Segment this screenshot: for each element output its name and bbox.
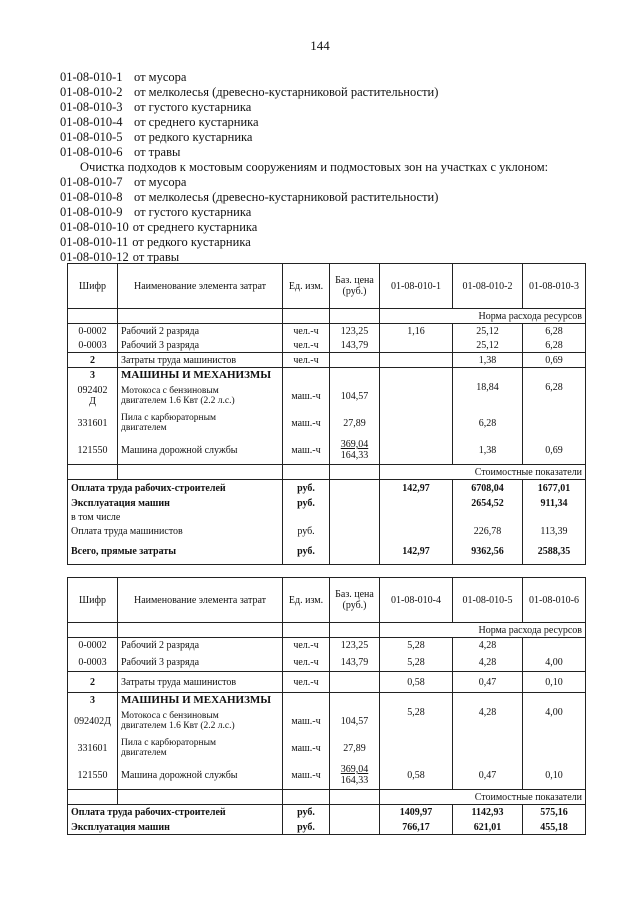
norm-label: Норма расхода ресурсов: [380, 623, 586, 638]
cost-row: [68, 790, 586, 805]
total-row: [68, 480, 586, 497]
total-name: Всего, прямые затраты: [68, 538, 283, 565]
resource-table-2: [67, 577, 586, 835]
total-value: 621,01: [453, 820, 523, 835]
row-value: [380, 353, 453, 368]
total-name: Оплата труда машинистов: [68, 524, 283, 538]
total-name: Оплата труда рабочих-строителей: [68, 480, 283, 497]
code: 01-08-010-1: [60, 70, 123, 84]
row-value: 6,28: [523, 324, 586, 339]
row-value: 5,28: [380, 707, 453, 735]
row-unit: маш.-ч: [283, 436, 330, 465]
total-row: [68, 820, 586, 835]
machines-heading: МАШИНЫ И МЕХАНИЗМЫ: [118, 693, 283, 708]
row-name: Затраты труда машинистов: [118, 353, 283, 368]
row-value: 25,12: [453, 324, 523, 339]
row-code: 2: [68, 353, 118, 368]
total-name: Эксплуатация машин: [68, 820, 283, 835]
code-text: от мусора: [134, 175, 187, 189]
row-value: 0,47: [453, 672, 523, 693]
row-value: 4,00: [523, 653, 586, 672]
price-line: 164,33: [340, 775, 369, 786]
row-name-line: Мотокоса с бензиновым: [121, 386, 219, 396]
code-item: [60, 85, 600, 100]
total-value: 2654,52: [453, 496, 523, 510]
header-col: 01-08-010-5: [453, 578, 523, 623]
row-value: 6,28: [523, 382, 586, 410]
header-row: [68, 578, 586, 623]
code: 01-08-010-4: [60, 115, 123, 129]
row-value: 18,84: [453, 382, 523, 410]
row-value: 6,28: [453, 410, 523, 436]
row-value: 5,28: [380, 653, 453, 672]
row-value: [380, 735, 453, 761]
row-code: 092402Д: [68, 707, 118, 735]
code: 01-08-010-11: [60, 235, 129, 249]
code: 01-08-010-2: [60, 85, 123, 99]
norm-row: [68, 623, 586, 638]
header-unit: Ед. изм.: [283, 578, 330, 623]
total-value: [380, 496, 453, 510]
row-value: 1,16: [380, 324, 453, 339]
header-col: 01-08-010-2: [453, 264, 523, 309]
code-item: [60, 70, 600, 85]
row-price: 104,57: [330, 707, 380, 735]
row-code: 3: [68, 693, 118, 708]
header-col: 01-08-010-3: [523, 264, 586, 309]
row-code-line: Д: [89, 396, 96, 407]
total-value: 6708,04: [453, 480, 523, 497]
code-text: от редкого кустарника: [134, 130, 253, 144]
code-text: от мусора: [134, 70, 187, 84]
total-name: Оплата труда рабочих-строителей: [68, 805, 283, 821]
table-row: [68, 324, 586, 339]
row-value: [380, 410, 453, 436]
row-name: Рабочий 3 разряда: [118, 338, 283, 353]
header-col: 01-08-010-4: [380, 578, 453, 623]
header-col: 01-08-010-1: [380, 264, 453, 309]
total-value: 142,97: [380, 538, 453, 565]
row-unit: маш.-ч: [283, 410, 330, 436]
code-text: от густого кустарника: [134, 100, 252, 114]
row-name-line: двигателем: [121, 423, 167, 433]
cost-row: [68, 465, 586, 480]
code-item: [60, 145, 600, 160]
row-name-line: двигателем 1.6 Квт (2.2 л.с.): [121, 721, 235, 731]
code-text: от густого кустарника: [134, 205, 252, 219]
cost-label: Стоимостные показатели: [380, 790, 586, 805]
row-value: 4,28: [453, 638, 523, 654]
header-price: Баз. цена (руб.): [330, 578, 380, 623]
row-value: [380, 338, 453, 353]
table-row: [68, 410, 586, 436]
code-text: от мелколесья (древесно-кустарниковой растительности): [134, 85, 439, 99]
total-unit: руб.: [283, 496, 330, 510]
total-value: 2588,35: [523, 538, 586, 565]
table-row: [68, 672, 586, 693]
table-row: [68, 707, 586, 735]
total-value: 575,16: [523, 805, 586, 821]
row-code: 0-0003: [68, 653, 118, 672]
row-value: 0,58: [380, 761, 453, 790]
header-col: 01-08-010-6: [523, 578, 586, 623]
table-row: [68, 761, 586, 790]
code-item: [60, 100, 600, 115]
total-unit: руб.: [283, 805, 330, 821]
row-value: 6,28: [523, 338, 586, 353]
row-unit: чел.-ч: [283, 653, 330, 672]
code-item: [60, 130, 600, 145]
total-value: 9362,56: [453, 538, 523, 565]
header-shifr: Шифр: [68, 264, 118, 309]
code: 01-08-010-5: [60, 130, 123, 144]
row-name: Рабочий 2 разряда: [118, 324, 283, 339]
row-code: 331601: [68, 410, 118, 436]
total-row: [68, 524, 586, 538]
code-item: [60, 205, 600, 220]
total-unit: руб.: [283, 524, 330, 538]
row-name: [118, 707, 283, 735]
norm-label: Норма расхода ресурсов: [380, 309, 586, 324]
code-item: [60, 220, 600, 235]
code-text: от среднего кустарника: [132, 220, 258, 234]
total-value: 911,34: [523, 496, 586, 510]
row-value: 25,12: [453, 338, 523, 353]
row-code: 0-0002: [68, 638, 118, 654]
resource-table-1: [67, 263, 586, 565]
total-value: [380, 524, 453, 538]
row-value: 0,69: [523, 436, 586, 465]
row-price: 143,79: [330, 653, 380, 672]
table-row: [68, 638, 586, 654]
table-row: [68, 735, 586, 761]
total-row: [68, 510, 586, 524]
code: 01-08-010-6: [60, 145, 123, 159]
row-name-line: Пила с карбюраторным: [121, 413, 216, 423]
total-unit: руб.: [283, 538, 330, 565]
table-row: [68, 338, 586, 353]
code: 01-08-010-12: [60, 250, 129, 264]
header-name: Наименование элемента затрат: [118, 578, 283, 623]
machines-heading-row: [68, 368, 586, 383]
total-value: 142,97: [380, 480, 453, 497]
row-unit: чел.-ч: [283, 672, 330, 693]
page-number: 144: [310, 38, 330, 53]
total-value: 1142,93: [453, 805, 523, 821]
machines-heading: МАШИНЫ И МЕХАНИЗМЫ: [118, 368, 283, 383]
row-unit: маш.-ч: [283, 761, 330, 790]
header-shifr: Шифр: [68, 578, 118, 623]
row-name-line: двигателем 1.6 Квт (2.2 л.с.): [121, 396, 235, 406]
row-name: Машина дорожной службы: [118, 436, 283, 465]
row-unit: маш.-ч: [283, 707, 330, 735]
row-value: 0,10: [523, 672, 586, 693]
table-row: [68, 353, 586, 368]
row-name: [118, 410, 283, 436]
row-price: 27,89: [330, 735, 380, 761]
row-name: [118, 735, 283, 761]
row-value: 4,00: [523, 707, 586, 735]
total-value: 226,78: [453, 524, 523, 538]
row-value: [523, 735, 586, 761]
row-value: 0,69: [523, 353, 586, 368]
header-row: [68, 264, 586, 309]
row-code: [68, 382, 118, 410]
row-name-line: Пила с карбюраторным: [121, 738, 216, 748]
row-value: 0,58: [380, 672, 453, 693]
row-unit: чел.-ч: [283, 324, 330, 339]
total-value: 766,17: [380, 820, 453, 835]
row-unit: чел.-ч: [283, 338, 330, 353]
row-value: [523, 638, 586, 654]
code-item: [60, 115, 600, 130]
row-value: 0,47: [453, 761, 523, 790]
norm-row: [68, 309, 586, 324]
code: 01-08-010-10: [60, 220, 129, 234]
code-item: [60, 190, 600, 205]
row-price: [330, 761, 380, 790]
row-value: 4,28: [453, 707, 523, 735]
row-price: 123,25: [330, 638, 380, 654]
row-name-line: двигателем: [121, 748, 167, 758]
total-value: 1409,97: [380, 805, 453, 821]
total-row: [68, 805, 586, 821]
header-name: Наименование элемента затрат: [118, 264, 283, 309]
cost-label: Стоимостные показатели: [380, 465, 586, 480]
price-line: 369,04: [340, 439, 369, 450]
table-row: [68, 653, 586, 672]
machines-heading-row: [68, 693, 586, 708]
total-row: [68, 496, 586, 510]
row-value: [380, 382, 453, 410]
total-row: [68, 538, 586, 565]
row-code: 0-0002: [68, 324, 118, 339]
total-unit: руб.: [283, 480, 330, 497]
code-item: [60, 175, 600, 190]
row-name: Затраты труда машинистов: [118, 672, 283, 693]
row-value: 4,28: [453, 653, 523, 672]
row-price: 143,79: [330, 338, 380, 353]
code-text: от редкого кустарника: [132, 235, 251, 249]
row-price: 27,89: [330, 410, 380, 436]
row-value: [523, 410, 586, 436]
row-unit: маш.-ч: [283, 382, 330, 410]
row-code: 3: [68, 368, 118, 383]
row-code-line: 092402: [77, 385, 108, 396]
code-text: от травы: [134, 145, 181, 159]
row-code: 331601: [68, 735, 118, 761]
row-name-line: Мотокоса с бензиновым: [121, 711, 219, 721]
table-row: [68, 436, 586, 465]
total-value: 113,39: [523, 524, 586, 538]
total-name: Эксплуатация машин: [68, 496, 283, 510]
row-code: 121550: [68, 436, 118, 465]
row-value: 5,28: [380, 638, 453, 654]
code-item: [60, 235, 600, 250]
code-list: [60, 70, 600, 265]
row-name: Машина дорожной службы: [118, 761, 283, 790]
row-value: [380, 436, 453, 465]
row-price: 104,57: [330, 382, 380, 410]
code: 01-08-010-3: [60, 100, 123, 114]
header-price: Баз. цена (руб.): [330, 264, 380, 309]
row-value: [453, 735, 523, 761]
total-unit: руб.: [283, 820, 330, 835]
table-row: [68, 382, 586, 410]
total-value: 1677,01: [523, 480, 586, 497]
code-text: от травы: [132, 250, 180, 264]
row-price: 123,25: [330, 324, 380, 339]
row-unit: маш.-ч: [283, 735, 330, 761]
total-name: в том числе: [68, 510, 283, 524]
row-unit: чел.-ч: [283, 353, 330, 368]
row-code: 121550: [68, 761, 118, 790]
row-value: 0,10: [523, 761, 586, 790]
code: 01-08-010-8: [60, 190, 123, 204]
row-value: 1,38: [453, 436, 523, 465]
row-name: [118, 382, 283, 410]
price-line: 369,04: [340, 764, 369, 775]
code-text: от среднего кустарника: [134, 115, 259, 129]
price-line: 164,33: [340, 450, 369, 461]
row-unit: чел.-ч: [283, 638, 330, 654]
row-code: 0-0003: [68, 338, 118, 353]
code: 01-08-010-9: [60, 205, 123, 219]
section-intro: Очистка подходов к мостовым сооружениям и подмостовых зон на участках с уклоном:: [80, 160, 549, 174]
code-text: от мелколесья (древесно-кустарниковой растительности): [134, 190, 439, 204]
row-price: [330, 436, 380, 465]
row-name: Рабочий 2 разряда: [118, 638, 283, 654]
code: 01-08-010-7: [60, 175, 123, 189]
header-unit: Ед. изм.: [283, 264, 330, 309]
total-value: 455,18: [523, 820, 586, 835]
row-name: Рабочий 3 разряда: [118, 653, 283, 672]
row-value: 1,38: [453, 353, 523, 368]
row-code: 2: [68, 672, 118, 693]
